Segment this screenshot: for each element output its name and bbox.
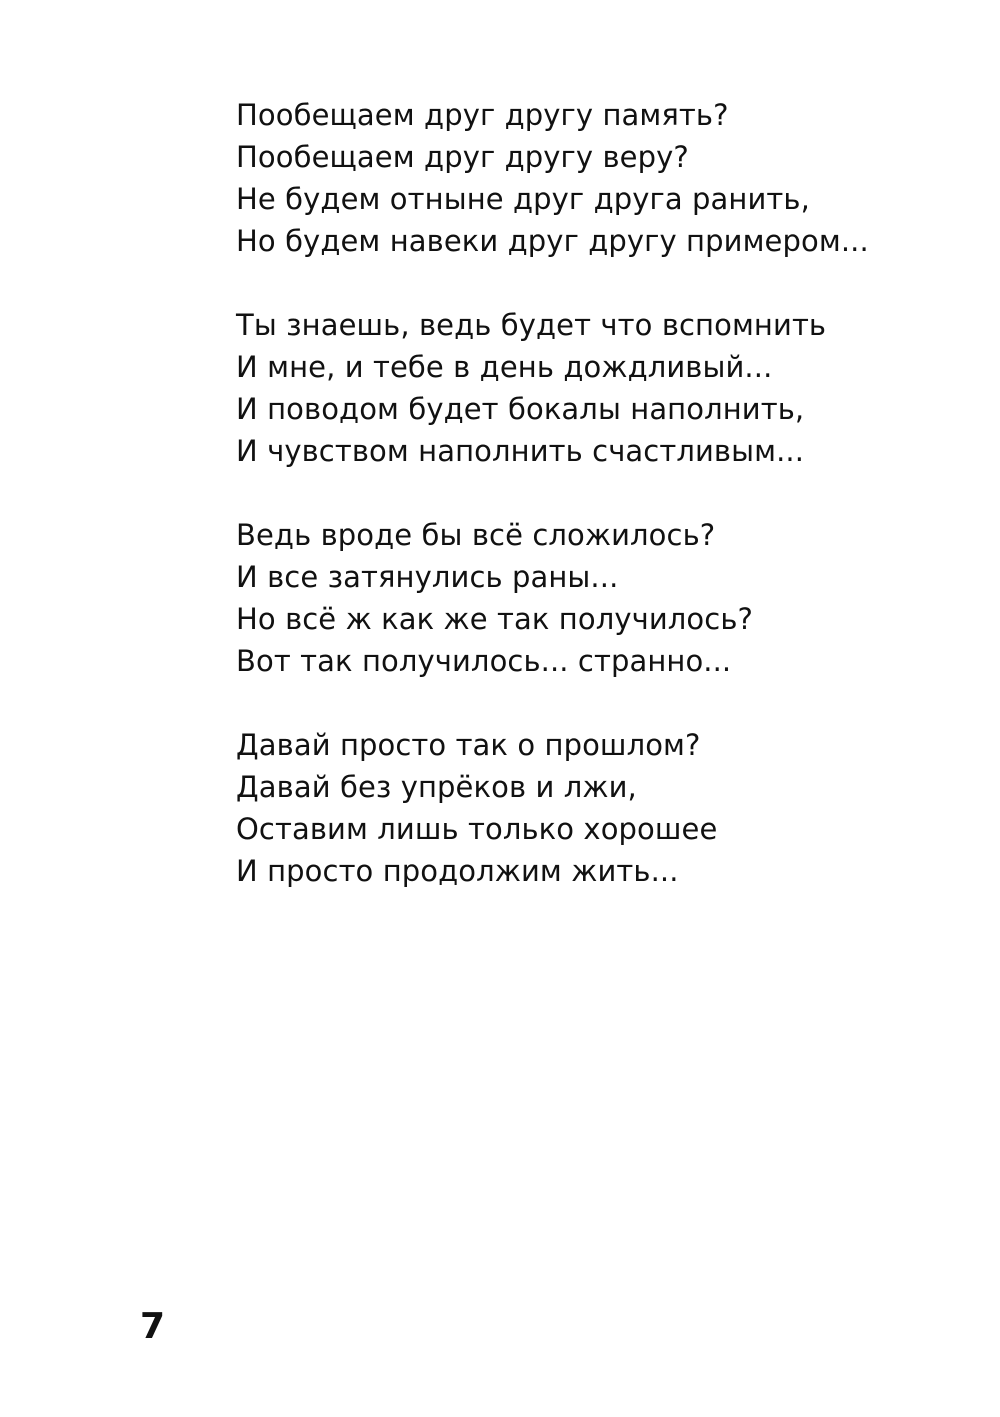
poem: [236, 94, 936, 892]
poem-line: И поводом будет бокалы наполнить,: [236, 392, 805, 426]
poem-line: Но будем навеки друг другу примером...: [236, 224, 869, 258]
poem-line: Ведь вроде бы всё сложилось?: [236, 518, 716, 552]
poem-line: Давай просто так о прошлом?: [236, 728, 701, 762]
stanza-3: [236, 514, 936, 682]
stanza-4: [236, 724, 936, 892]
poem-line: Ты знаешь, ведь будет что вспомнить: [236, 308, 827, 342]
poem-line: И чувством наполнить счастливым...: [236, 434, 805, 468]
poem-line: Пообещаем друг другу веру?: [236, 140, 689, 174]
poem-line: И все затянулись раны...: [236, 560, 619, 594]
poem-line: Но всё ж как же так получилось?: [236, 602, 754, 636]
poem-line: Оставим лишь только хорошее: [236, 812, 718, 846]
poem-line: И мне, и тебе в день дождливый...: [236, 350, 773, 384]
poem-line: И просто продолжим жить...: [236, 854, 679, 888]
poem-line: Не будем отныне друг друга ранить,: [236, 182, 810, 216]
stanza-2: [236, 304, 936, 472]
page-number: 7: [140, 1306, 166, 1347]
poem-line: Вот так получилось... странно...: [236, 644, 732, 678]
poem-line: Пообещаем друг другу память?: [236, 98, 729, 132]
stanza-1: [236, 94, 936, 262]
poem-line: Давай без упрёков и лжи,: [236, 770, 637, 804]
